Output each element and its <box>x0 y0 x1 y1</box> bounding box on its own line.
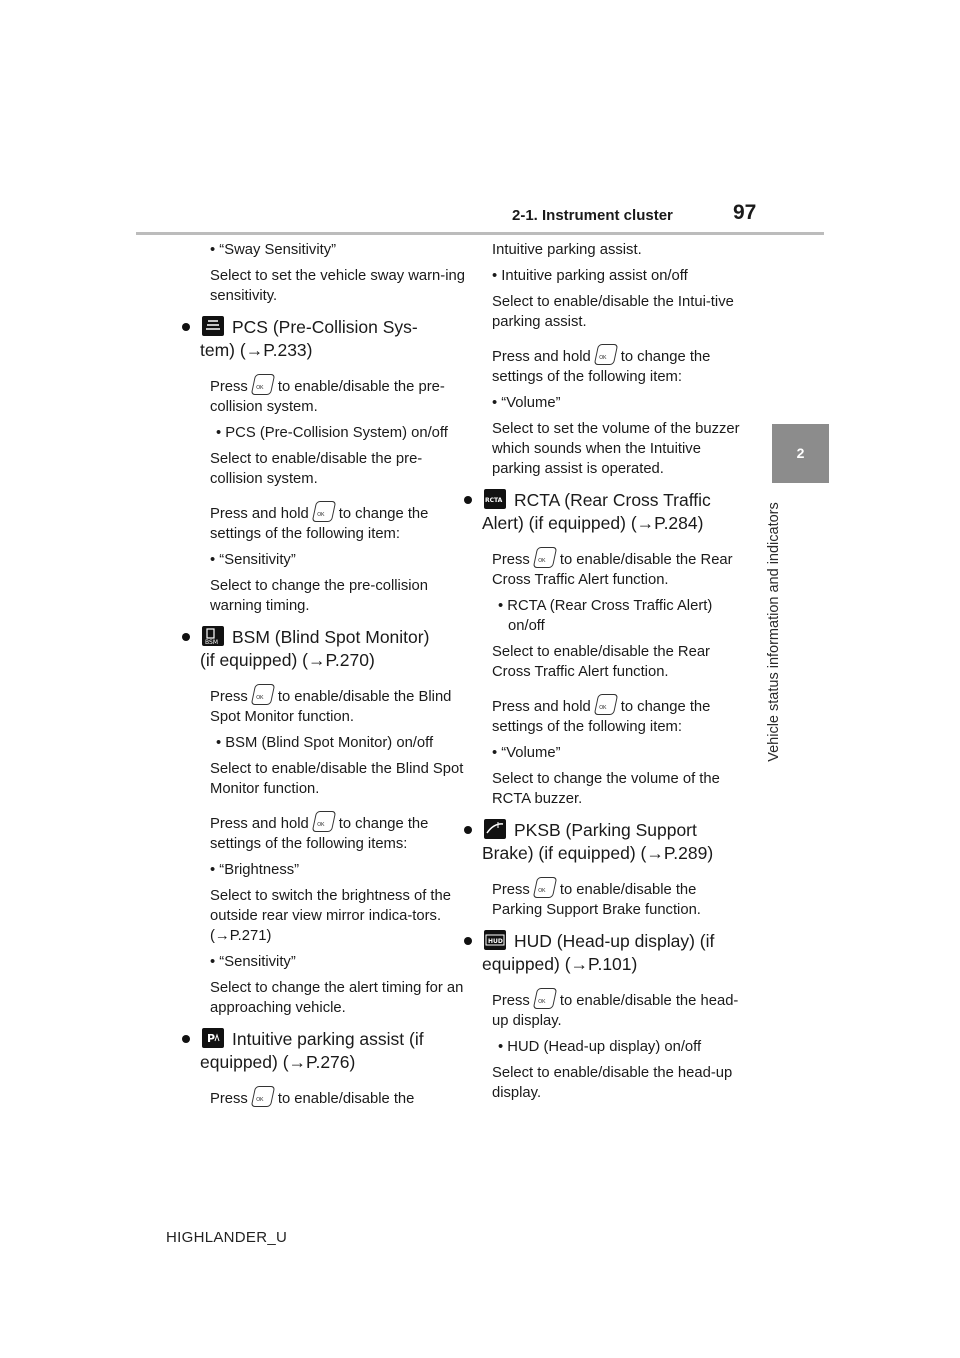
bsm-icon <box>202 626 224 646</box>
ok-button-icon <box>251 374 275 395</box>
section-heading-ipa: P Intuitive parking assist (if equipped) (→P.276) <box>182 1028 466 1074</box>
parking-assist-icon <box>202 1028 224 1048</box>
instruction: PressOK to enable/disable the <box>210 1086 466 1109</box>
description: Select to enable/disable the Blind Spot Monitor function. <box>210 761 464 797</box>
list-item: • “Sensitivity” <box>210 954 296 970</box>
list-item: • “Sensitivity” <box>210 552 296 568</box>
bullet-icon <box>182 1035 190 1043</box>
instruction: PressOK to enable/disable the head-up display. <box>492 988 748 1031</box>
instruction: Press and holdOK to change the settings of the following item: <box>492 694 748 737</box>
list-item: • “Sway Sensitivity” <box>210 242 337 258</box>
list-item: • RCTA (Rear Cross Traffic Alert) on/off <box>498 598 713 634</box>
hud-icon <box>484 930 506 950</box>
pksb-icon <box>484 819 506 839</box>
bullet-icon <box>182 633 190 641</box>
section-heading-hud: HUD HUD (Head-up display) (if equipped) (→P.101) <box>464 930 748 976</box>
description: Select to enable/disable the pre-collision system. <box>210 451 423 487</box>
instruction: Press and holdOK to change the settings of the following items: <box>210 811 466 854</box>
ok-button-icon <box>251 1086 275 1107</box>
bullet-icon <box>464 496 472 504</box>
header-divider <box>136 232 824 235</box>
list-item: • BSM (Blind Spot Monitor) on/off <box>216 735 434 751</box>
rcta-icon <box>484 489 506 509</box>
section-heading-bsm: BSM BSM (Blind Spot Monitor) (if equipped) (→P.270) <box>182 626 466 672</box>
description: Select to switch the brightness of the outside rear view mirror indica-tors. (→P.271) <box>210 888 451 944</box>
description: Select to change the pre-collision warning timing. <box>210 578 428 614</box>
chapter-side-label: Vehicle status information and indicators <box>766 502 782 762</box>
description: Select to change the volume of the RCTA buzzer. <box>492 771 720 807</box>
instruction: Press and holdOK to change the settings of the following item: <box>210 501 466 544</box>
bullet-icon <box>182 323 190 331</box>
description: Select to change the alert timing for an approaching vehicle. <box>210 980 464 1016</box>
description: Intuitive parking assist. <box>492 242 642 258</box>
list-item: • “Volume” <box>492 395 561 411</box>
ok-button-icon <box>251 684 275 705</box>
ok-button-icon <box>533 877 557 898</box>
ok-button-icon <box>311 811 335 832</box>
list-item: • HUD (Head-up display) on/off <box>498 1039 702 1055</box>
list-item: • Intuitive parking assist on/off <box>492 268 688 284</box>
list-item: • “Brightness” <box>210 862 300 878</box>
pcs-icon <box>202 316 224 336</box>
instruction: PressOK to enable/disable the pre-collision system. <box>210 374 466 417</box>
right-column <box>482 240 748 1109</box>
description: Select to enable/disable the Rear Cross Traffic Alert function. <box>492 644 710 680</box>
list-item: • “Volume” <box>492 745 561 761</box>
bullet-icon <box>464 937 472 945</box>
svg-text:RCTA: RCTA <box>485 497 503 504</box>
svg-text:BSM: BSM <box>205 639 218 646</box>
description: Select to enable/disable the head-up display. <box>492 1065 733 1101</box>
description: Select to set the volume of the buzzer which sounds when the Intuitive parking assist is operated. <box>492 421 740 477</box>
svg-text:HUD: HUD <box>488 938 503 945</box>
ok-button-icon <box>593 344 617 365</box>
left-column <box>200 240 466 1115</box>
section-title: 2-1. Instrument cluster <box>512 207 673 224</box>
instruction: Press and holdOK to change the settings of the following item: <box>492 344 748 387</box>
description: Select to enable/disable the Intui-tive parking assist. <box>492 294 734 330</box>
ok-button-icon <box>533 547 557 568</box>
instruction: PressOK to enable/disable the Parking Support Brake function. <box>492 877 748 920</box>
section-heading-rcta: RCTA RCTA (Rear Cross Traffic Alert) (if equipped) (→P.284) <box>464 489 748 535</box>
list-item: • PCS (Pre-Collision System) on/off <box>216 425 448 441</box>
page-number: 97 <box>733 201 757 224</box>
bullet-icon <box>464 826 472 834</box>
chapter-tab: 2 <box>772 424 829 483</box>
section-heading-pksb: PKSB (Parking Support Brake) (if equipped) (→P.289) <box>464 819 748 865</box>
instruction: PressOK to enable/disable the Blind Spot Monitor function. <box>210 684 466 727</box>
description: Select to set the vehicle sway warn-ing sensitivity. <box>210 268 465 304</box>
ok-button-icon <box>533 988 557 1009</box>
svg-text:P: P <box>207 1032 216 1045</box>
ok-button-icon <box>593 694 617 715</box>
section-heading-pcs: PCS (Pre-Collision Sys- tem) (→P.233) <box>182 316 466 362</box>
instruction: PressOK to enable/disable the Rear Cross Traffic Alert function. <box>492 547 748 590</box>
ok-button-icon <box>311 501 335 522</box>
footer-model-code: HIGHLANDER_U <box>166 1229 288 1246</box>
